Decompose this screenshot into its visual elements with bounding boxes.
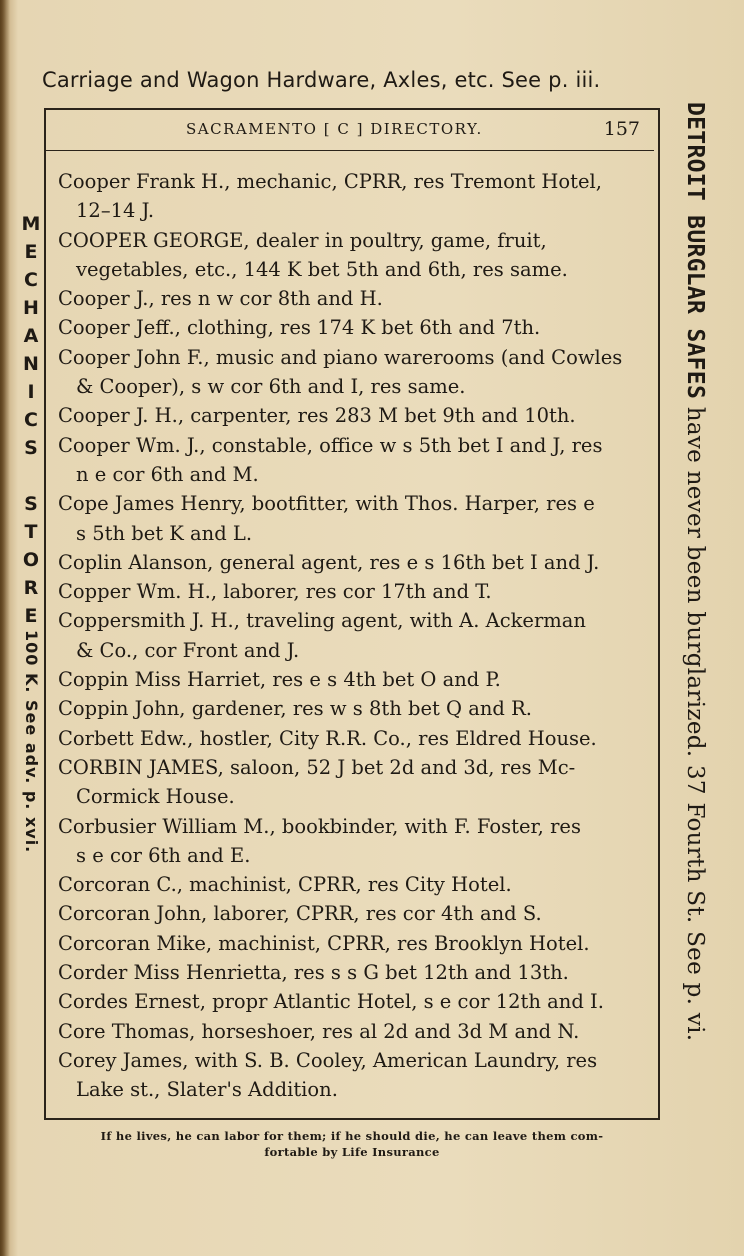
entry-continuation: s 5th bet K and L. (76, 521, 253, 545)
directory-entry (40, 284, 648, 313)
top-advertisement-header: Carriage and Wagon Hardware, Axles, etc. See p. iii. (42, 68, 601, 92)
directory-entries (58, 167, 648, 1105)
entry-first-line: Cooper John F., music and piano warerooms (and Cowles (58, 345, 623, 369)
running-head-title: SACRAMENTO [ C ] DIRECTORY. (186, 120, 483, 138)
left-ad-letter: M (21, 213, 41, 235)
left-ad-letter: H (23, 297, 39, 319)
entry-first-line: Corbett Edw., hostler, City R.R. Co., res Eldred House. (58, 726, 597, 750)
entry-continuation: 12–14 J. (76, 199, 155, 223)
running-head (46, 116, 654, 151)
directory-entry (40, 489, 648, 548)
entry-first-line: Cooper J. H., carpenter, res 283 M bet 9th and 10th. (58, 404, 576, 428)
entry-first-line: Coplin Alanson, general agent, res e s 16th bet I and J. (58, 550, 600, 574)
entry-first-line: Corbusier William M., bookbinder, with F. Foster, res (58, 814, 581, 838)
directory-entry (40, 343, 648, 402)
left-ad-letter: C (24, 409, 38, 431)
directory-entry (40, 401, 648, 430)
entry-first-line: Core Thomas, horseshoer, res al 2d and 3d M and N. (58, 1019, 580, 1043)
entry-first-line: Coppersmith J. H., traveling agent, with A. Ackerman (58, 609, 586, 633)
entry-first-line: Cordes Ernest, propr Atlantic Hotel, s e cor 12th and I. (58, 990, 604, 1014)
right-margin-advertisement (664, 102, 708, 1122)
directory-entry (40, 1017, 648, 1046)
entry-continuation: n e cor 6th and M. (76, 462, 259, 486)
directory-entry (40, 694, 648, 723)
entry-continuation: Cormick House. (76, 785, 235, 809)
entry-first-line: Coppin Miss Harriet, res e s 4th bet O and P. (58, 668, 501, 692)
directory-entry (40, 226, 648, 285)
directory-entry (40, 665, 648, 694)
directory-entry (40, 431, 648, 490)
entry-first-line: Cooper Frank H., mechanic, CPRR, res Tremont Hotel, (58, 170, 602, 193)
directory-entry (40, 313, 648, 342)
left-ad-letter: A (23, 325, 39, 347)
directory-entry (40, 548, 648, 577)
left-ad-letter: E (24, 605, 38, 627)
entry-continuation: s e cor 6th and E. (76, 843, 251, 867)
entry-continuation: vegetables, etc., 144 K bet 5th and 6th, res same. (76, 257, 568, 281)
left-ad-letter: T (24, 521, 38, 543)
left-ad-letter: S (24, 437, 38, 459)
entry-continuation: & Cooper), s w cor 6th and I, res same. (76, 375, 466, 399)
entry-first-line: Copper Wm. H., laborer, res cor 17th and T. (58, 580, 492, 604)
entry-first-line: Coppin John, gardener, res w s 8th bet Q and R. (58, 697, 532, 721)
left-ad-letter (28, 462, 35, 490)
entry-first-line: CORBIN JAMES, saloon, 52 J bet 2d and 3d, res Mc- (58, 755, 576, 779)
directory-entry (40, 870, 648, 899)
entry-first-line: Corey James, with S. B. Cooley, American Laundry, res (58, 1048, 598, 1072)
entry-first-line: Corcoran Mike, machinist, CPRR, res Brooklyn Hotel. (58, 931, 590, 955)
page-number: 157 (603, 118, 640, 140)
footer-line-2: fortable by Life Insurance (264, 1145, 440, 1159)
directory-entry (40, 987, 648, 1016)
entry-first-line: Corcoran C., machinist, CPRR, res City Hotel. (58, 873, 512, 897)
entry-first-line: Cooper Wm. J., constable, office w s 5th bet I and J, res (58, 433, 603, 457)
entry-first-line: Cooper Jeff., clothing, res 174 K bet 6th and 7th. (58, 316, 541, 340)
directory-entry (40, 606, 648, 665)
left-ad-letter: I (27, 381, 35, 403)
left-ad-letter: O (22, 549, 40, 571)
entry-first-line: Corder Miss Henrietta, res s s G bet 12th and 13th. (58, 961, 569, 985)
directory-entry (40, 724, 648, 753)
entry-first-line: Corcoran John, laborer, CPRR, res cor 4th and S. (58, 902, 542, 926)
footer-insurance-notice (44, 1128, 660, 1160)
left-ad-letter: E (24, 241, 38, 263)
left-ad-letter: N (23, 353, 39, 375)
left-margin-advertisement (18, 210, 44, 990)
right-ad-bold-text: DETROIT BURGLAR SAFES (682, 102, 708, 400)
footer-line-1: If he lives, he can labor for them; if he should die, he can leave them com- (100, 1129, 604, 1143)
directory-entry (40, 812, 648, 871)
entry-continuation: & Co., cor Front and J. (76, 638, 300, 662)
left-ad-letter: R (23, 577, 39, 599)
entry-first-line: COOPER GEORGE, dealer in poultry, game, fruit, (58, 228, 547, 252)
directory-entry (40, 929, 648, 958)
binding-shadow (0, 0, 10, 1256)
directory-entry (40, 1046, 648, 1105)
left-ad-letter: S (24, 493, 38, 515)
entry-continuation: Lake st., Slater's Addition. (76, 1078, 338, 1102)
entry-first-line: Cooper J., res n w cor 8th and H. (58, 287, 383, 311)
directory-entry (40, 958, 648, 987)
directory-entry (40, 167, 648, 226)
entry-first-line: Cope James Henry, bootfitter, with Thos. Harper, res e (58, 492, 595, 516)
directory-entry (40, 753, 648, 812)
left-ad-rotated-text: 100 K. See adv. p. xvi. (22, 630, 41, 854)
right-ad-text: have never been burglarized. 37 Fourth St. See p. vi. (682, 399, 708, 1042)
directory-entry (40, 577, 648, 606)
left-ad-letter: C (24, 269, 38, 291)
directory-entry (40, 899, 648, 928)
